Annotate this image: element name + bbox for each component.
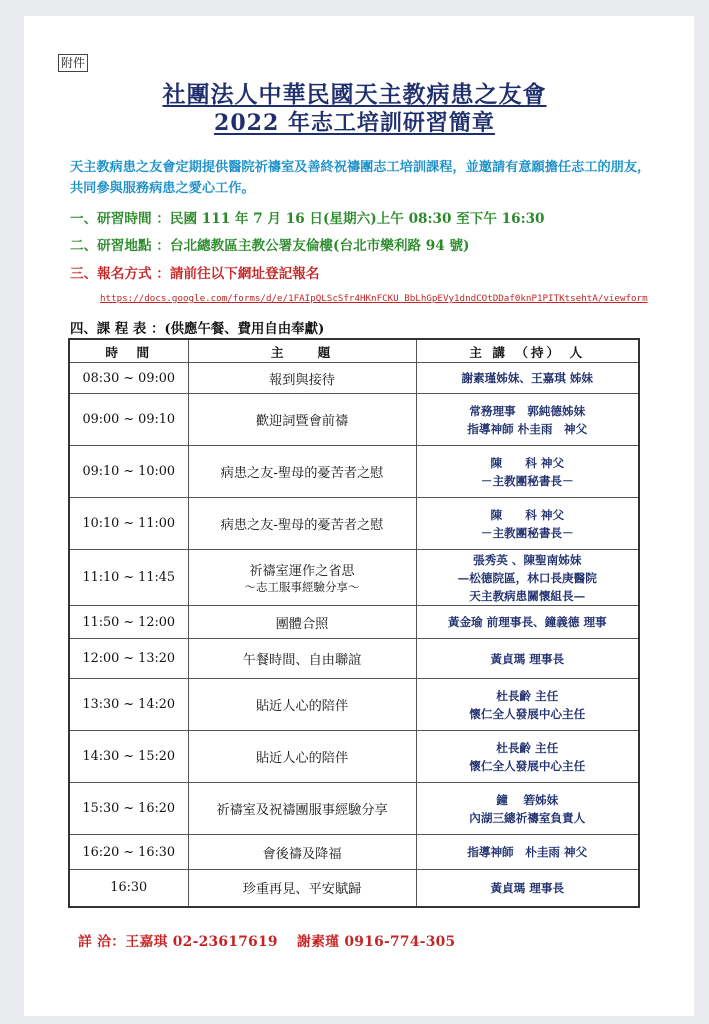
table-row xyxy=(69,731,639,783)
row-speaker xyxy=(416,498,639,550)
topic-line: 貼近人心的陪伴 xyxy=(255,699,349,714)
topic-line: 團體合照 xyxy=(275,616,329,632)
header-speaker: 主 講 （持） 人 xyxy=(416,339,639,363)
section-register: 三、報名方式 ：請前往以下網址登記報名 xyxy=(70,266,320,282)
row-time: 11:50 ~ 12:00 xyxy=(69,606,188,639)
topic-line: 病患之友-聖母的憂苦者之慰 xyxy=(220,518,384,533)
speaker-line: 鐘 箬姊妹 xyxy=(496,792,559,807)
row-time: 15:30 ~ 16:20 xyxy=(69,783,188,835)
row-time: 10:10 ~ 11:00 xyxy=(69,498,188,550)
speaker-line: 指導神師 朴圭雨 神父 xyxy=(467,421,588,436)
section-time: 一、研習時間 ：民國 111 年 7 月 16 日(星期六)上午 08:30 至下午 16:30 xyxy=(70,211,545,227)
row-topic xyxy=(188,498,416,550)
speaker-line: －主教團秘書長－ xyxy=(480,525,574,540)
topic-line: 貼近人心的陪伴 xyxy=(255,751,349,766)
schedule-body xyxy=(69,363,639,907)
speaker-line: 張秀英 、陳聖南姊妹 xyxy=(473,552,582,567)
speaker-line: 陳 科 神父 xyxy=(490,507,565,522)
table-row xyxy=(69,679,639,731)
table-row xyxy=(69,394,639,446)
intro-paragraph: 天主教病患之友會定期提供醫院祈禱室及善終祝禱團志工培訓課程，並邀請有意願擔任志工的朋友，共同參與服務病患之愛心工作。 xyxy=(70,160,651,196)
header-topic: 主 題 xyxy=(188,339,416,363)
row-topic xyxy=(188,639,416,679)
speaker-line: 內湖三總祈禱室負責人 xyxy=(469,810,586,825)
topic-line: 報到與接待 xyxy=(269,372,335,388)
speaker-line: 杜長齡 主任 xyxy=(496,740,559,755)
table-row xyxy=(69,363,639,394)
topic-line: 病患之友-聖母的憂苦者之慰 xyxy=(220,466,384,481)
contact-info: 詳 洽：王嘉琪 02-23617619 謝素瑾 0916-774-305 xyxy=(78,934,456,950)
row-time: 08:30 ~ 09:00 xyxy=(69,363,188,394)
table-row xyxy=(69,870,639,907)
row-time: 09:00 ~ 09:10 xyxy=(69,394,188,446)
speaker-line: 陳 科 神父 xyxy=(490,455,565,470)
title-organization: 社團法人中華民國天主教病患之友會 xyxy=(162,81,547,108)
table-header-row xyxy=(69,339,639,363)
speaker-line: 懷仁全人發展中心主任 xyxy=(469,758,586,773)
row-topic xyxy=(188,363,416,394)
speaker-line: 常務理事 郭純德姊妹 xyxy=(469,403,586,418)
row-time: 16:20 ~ 16:30 xyxy=(69,835,188,870)
row-time: 09:10 ~ 10:00 xyxy=(69,446,188,498)
topic-line: 歡迎詞暨會前禱 xyxy=(255,414,349,429)
table-row xyxy=(69,550,639,606)
row-speaker xyxy=(416,446,639,498)
speaker-line: 指導神師 朴圭雨 神父 xyxy=(467,845,588,859)
table-row xyxy=(69,498,639,550)
row-speaker xyxy=(416,550,639,606)
speaker-line: 懷仁全人發展中心主任 xyxy=(469,706,586,721)
row-topic xyxy=(188,394,416,446)
row-speaker xyxy=(416,870,639,907)
row-topic xyxy=(188,679,416,731)
row-topic xyxy=(188,446,416,498)
table-row xyxy=(69,606,639,639)
registration-link[interactable]: https://docs.google.com/forms/d/e/1FAIpQLScSfr4HKnFCKU_BbLhGpEVy1dndCOtDDaf0knP1PITKtsehtA/viewform xyxy=(100,293,648,304)
topic-line: 珍重再見、平安賦歸 xyxy=(242,882,362,898)
row-speaker xyxy=(416,363,639,394)
row-topic xyxy=(188,783,416,835)
row-topic xyxy=(188,606,416,639)
speaker-line: 黃貞瑪 理事長 xyxy=(490,651,565,666)
row-topic xyxy=(188,835,416,870)
speaker-line: 天主教病患關懷組長— xyxy=(469,588,586,603)
row-time: 13:30 ~ 14:20 xyxy=(69,679,188,731)
topic-line: 午餐時間、自由聯誼 xyxy=(242,653,362,668)
table-row xyxy=(69,446,639,498)
row-speaker xyxy=(416,606,639,639)
section-place: 二、研習地點 ：台北總教區主教公署友倫樓(台北市樂利路 94 號) xyxy=(70,238,470,254)
row-time: 16:30 xyxy=(69,870,188,907)
row-speaker xyxy=(416,731,639,783)
speaker-line: 黃金瑜 前理事長、鐘義德 理事 xyxy=(447,615,607,629)
header-time: 時 間 xyxy=(69,339,188,363)
row-speaker xyxy=(416,783,639,835)
row-topic xyxy=(188,550,416,606)
speaker-line: 黃貞瑪 理事長 xyxy=(490,880,565,895)
topic-line: 祈禱室及祝禱團服事經驗分享 xyxy=(216,803,388,818)
table-row xyxy=(69,639,639,679)
schedule-table xyxy=(68,338,640,908)
title-program: 2022 年志工培訓研習簡章 xyxy=(214,110,495,136)
schedule-heading: 四、課 程 表 ：(供應午餐、費用自由奉獻) xyxy=(70,321,325,337)
row-speaker xyxy=(416,679,639,731)
topic-line: 祈禱室運作之省思 xyxy=(249,564,355,579)
row-topic xyxy=(188,870,416,907)
speaker-line: —松德院區，林口長庚醫院 xyxy=(457,570,597,585)
speaker-line: 杜長齡 主任 xyxy=(496,688,559,703)
table-row xyxy=(69,835,639,870)
row-speaker xyxy=(416,639,639,679)
row-speaker xyxy=(416,394,639,446)
row-topic xyxy=(188,731,416,783)
attachment-label: 附件 xyxy=(58,54,88,72)
row-time: 12:00 ~ 13:20 xyxy=(69,639,188,679)
row-time: 14:30 ~ 15:20 xyxy=(69,731,188,783)
speaker-line: 謝素瑾姊妹、王嘉琪 姊妹 xyxy=(461,371,594,385)
topic-line: 會後禱及降福 xyxy=(262,846,342,862)
speaker-line: －主教團秘書長－ xyxy=(480,473,574,488)
topic-line: ～志工服事經驗分享～ xyxy=(244,580,360,594)
row-time: 11:10 ~ 11:45 xyxy=(69,550,188,606)
table-row xyxy=(69,783,639,835)
row-speaker xyxy=(416,835,639,870)
